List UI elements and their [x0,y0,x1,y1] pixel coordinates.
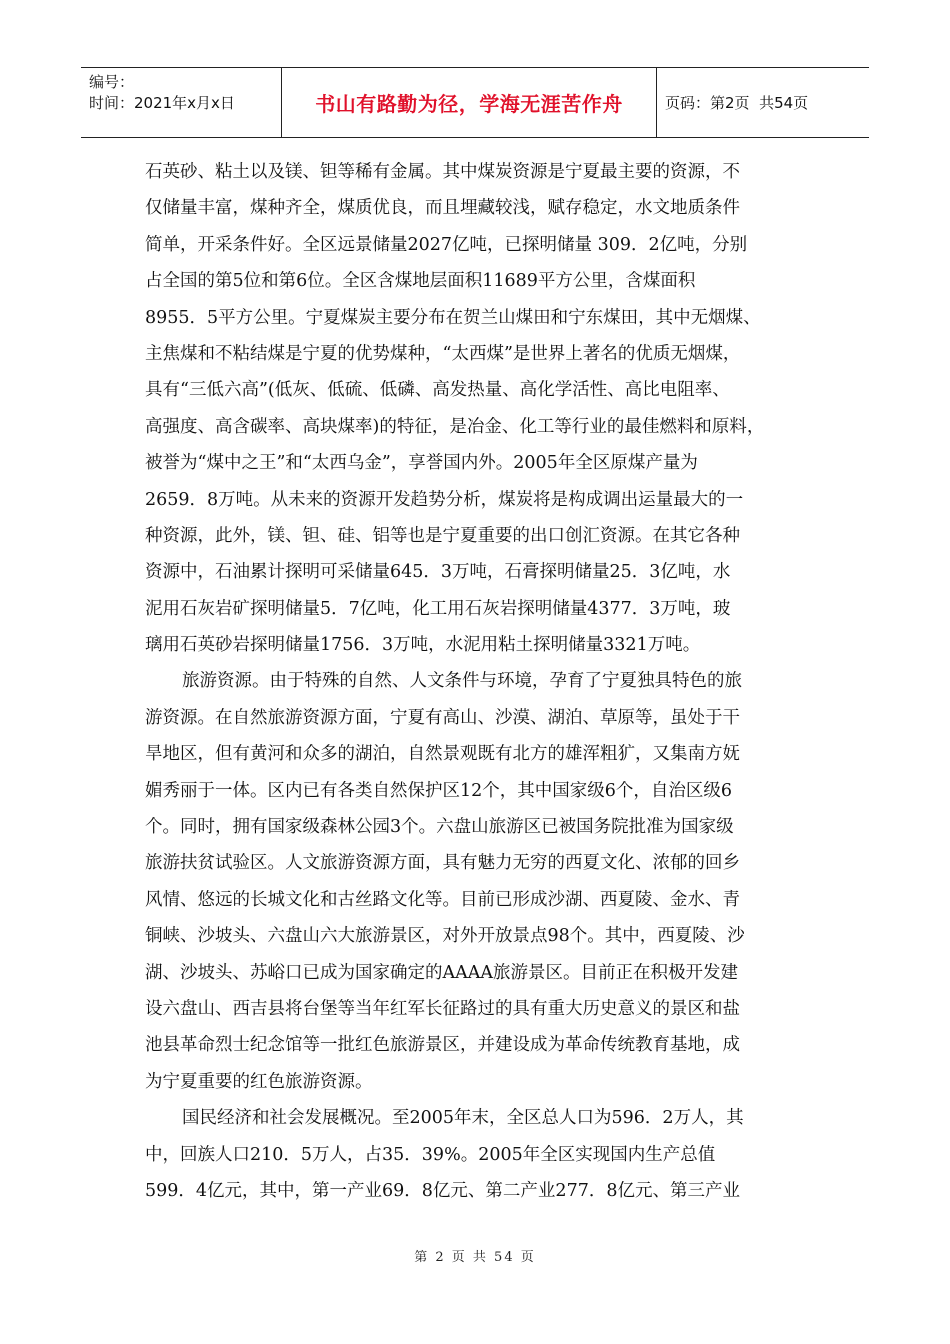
text-line: 游资源。在自然旅游资源方面，宁夏有高山、沙漠、湖泊、草原等，虽处于干 [145,707,740,728]
header-meta [81,68,282,137]
text-line: 个。同时，拥有国家级森林公园3个。六盘山旅游区已被国务院批准为国家级 [145,817,734,838]
paragraph-economy [145,1100,810,1209]
text-line: 国民经济和社会发展概况。至2005年末，全区总人口为596．2万人，其 [182,1108,744,1129]
text-line: 石英砂、粘土以及镁、钽等稀有金属。其中煤炭资源是宁夏最主要的资源，不 [145,162,740,182]
text-line: 资源中，石油累计探明可采储量645．3万吨，石膏探明储量25．3亿吨，水 [145,562,731,583]
text-line: 池县革命烈士纪念馆等一批红色旅游景区，并建设成为革命传统教育基地，成 [145,1035,740,1056]
page-footer: 第 2 页 共 54 页 [414,1250,536,1265]
text-line: 设六盘山、西吉县将台堡等当年红军长征路过的具有重大历史意义的景区和盐 [145,998,740,1019]
text-line: 旅游扶贫试验区。人文旅游资源方面，具有魅力无穷的西夏文化、浓郁的回乡 [145,853,740,874]
paragraph-minerals [145,154,810,663]
text-line: 泥用石灰岩矿探明储量5．7亿吨，化工用石灰岩探明储量4377．3万吨，玻 [145,598,731,619]
number-label: 编号： [89,73,135,91]
text-line: 铜峡、沙坡头、六盘山六大旅游景区，对外开放景点98个。其中，西夏陵、沙 [145,926,745,947]
text-line: 2659．8万吨。从未来的资源开发趋势分析，煤炭将是构成调出运量最大的一 [145,489,744,510]
header-motto: 书山有路勤为径，学海无涯苦作舟 [282,68,657,137]
text-line: 被誉为“煤中之王”和“太西乌金”，享誉国内外。2005年全区原煤产量为 [145,453,698,474]
text-line: 高强度、高含碳率、高块煤率)的特征，是冶金、化工等行业的最佳燃料和原料， [145,416,765,437]
text-line: 为宁夏重要的红色旅游资源。 [145,1071,373,1092]
text-line: 媚秀丽于一体。区内已有各类自然保护区12个，其中国家级6个，自治区级6 [145,780,733,801]
text-line: 风情、悠远的长城文化和古丝路文化等。目前已形成沙湖、西夏陵、金水、青 [145,889,740,910]
text-line: 主焦煤和不粘结煤是宁夏的优势煤种，“太西煤”是世界上著名的优质无烟煤， [145,343,741,364]
paragraph-tourism [145,663,810,1100]
page-header [81,67,869,138]
text-line: 旱地区，但有黄河和众多的湖泊，自然景观既有北方的雄浑粗犷，又集南方妩 [145,744,740,765]
text-line: 湖、沙坡头、苏峪口已成为国家确定的AAAA旅游景区。目前正在积极开发建 [145,962,739,983]
text-line: 仅储量丰富，煤种齐全，煤质优良，而且埋藏较浅，赋存稳定，水文地质条件 [145,198,740,219]
text-line: 简单，开采条件好。全区远景储量2027亿吨，已探明储量 309．2亿吨，分别 [145,234,748,255]
document-body [145,154,810,1209]
text-line: 璃用石英砂岩探明储量1756．3万吨，水泥用粘土探明储量3321万吨。 [145,635,701,656]
text-line: 8955．5平方公里。宁夏煤炭主要分布在贺兰山煤田和宁东煤田，其中无烟煤、 [145,307,761,328]
text-line: 占全国的第5位和第6位。全区含煤地层面积11689平方公里，含煤面积 [145,271,696,292]
text-line: 中，回族人口210．5万人，占35．39%。2005年全区实现国内生产总值 [145,1144,716,1165]
text-line: 具有“三低六高”(低灰、低硫、低磷、高发热量、高化学活性、高比电阻率、 [145,380,730,401]
time-label: 时间：2021年x月x日 [89,94,235,112]
text-line: 旅游资源。由于特殊的自然、人文条件与环境，孕育了宁夏独具特色的旅 [182,671,742,692]
text-line: 599．4亿元，其中，第一产业69．8亿元、第二产业277．8亿元、第三产业 [145,1180,740,1201]
header-page-info: 页码：第2页 共54页 [665,94,809,112]
text-line: 种资源，此外，镁、钽、硅、铝等也是宁夏重要的出口创汇资源。在其它各种 [145,525,740,546]
